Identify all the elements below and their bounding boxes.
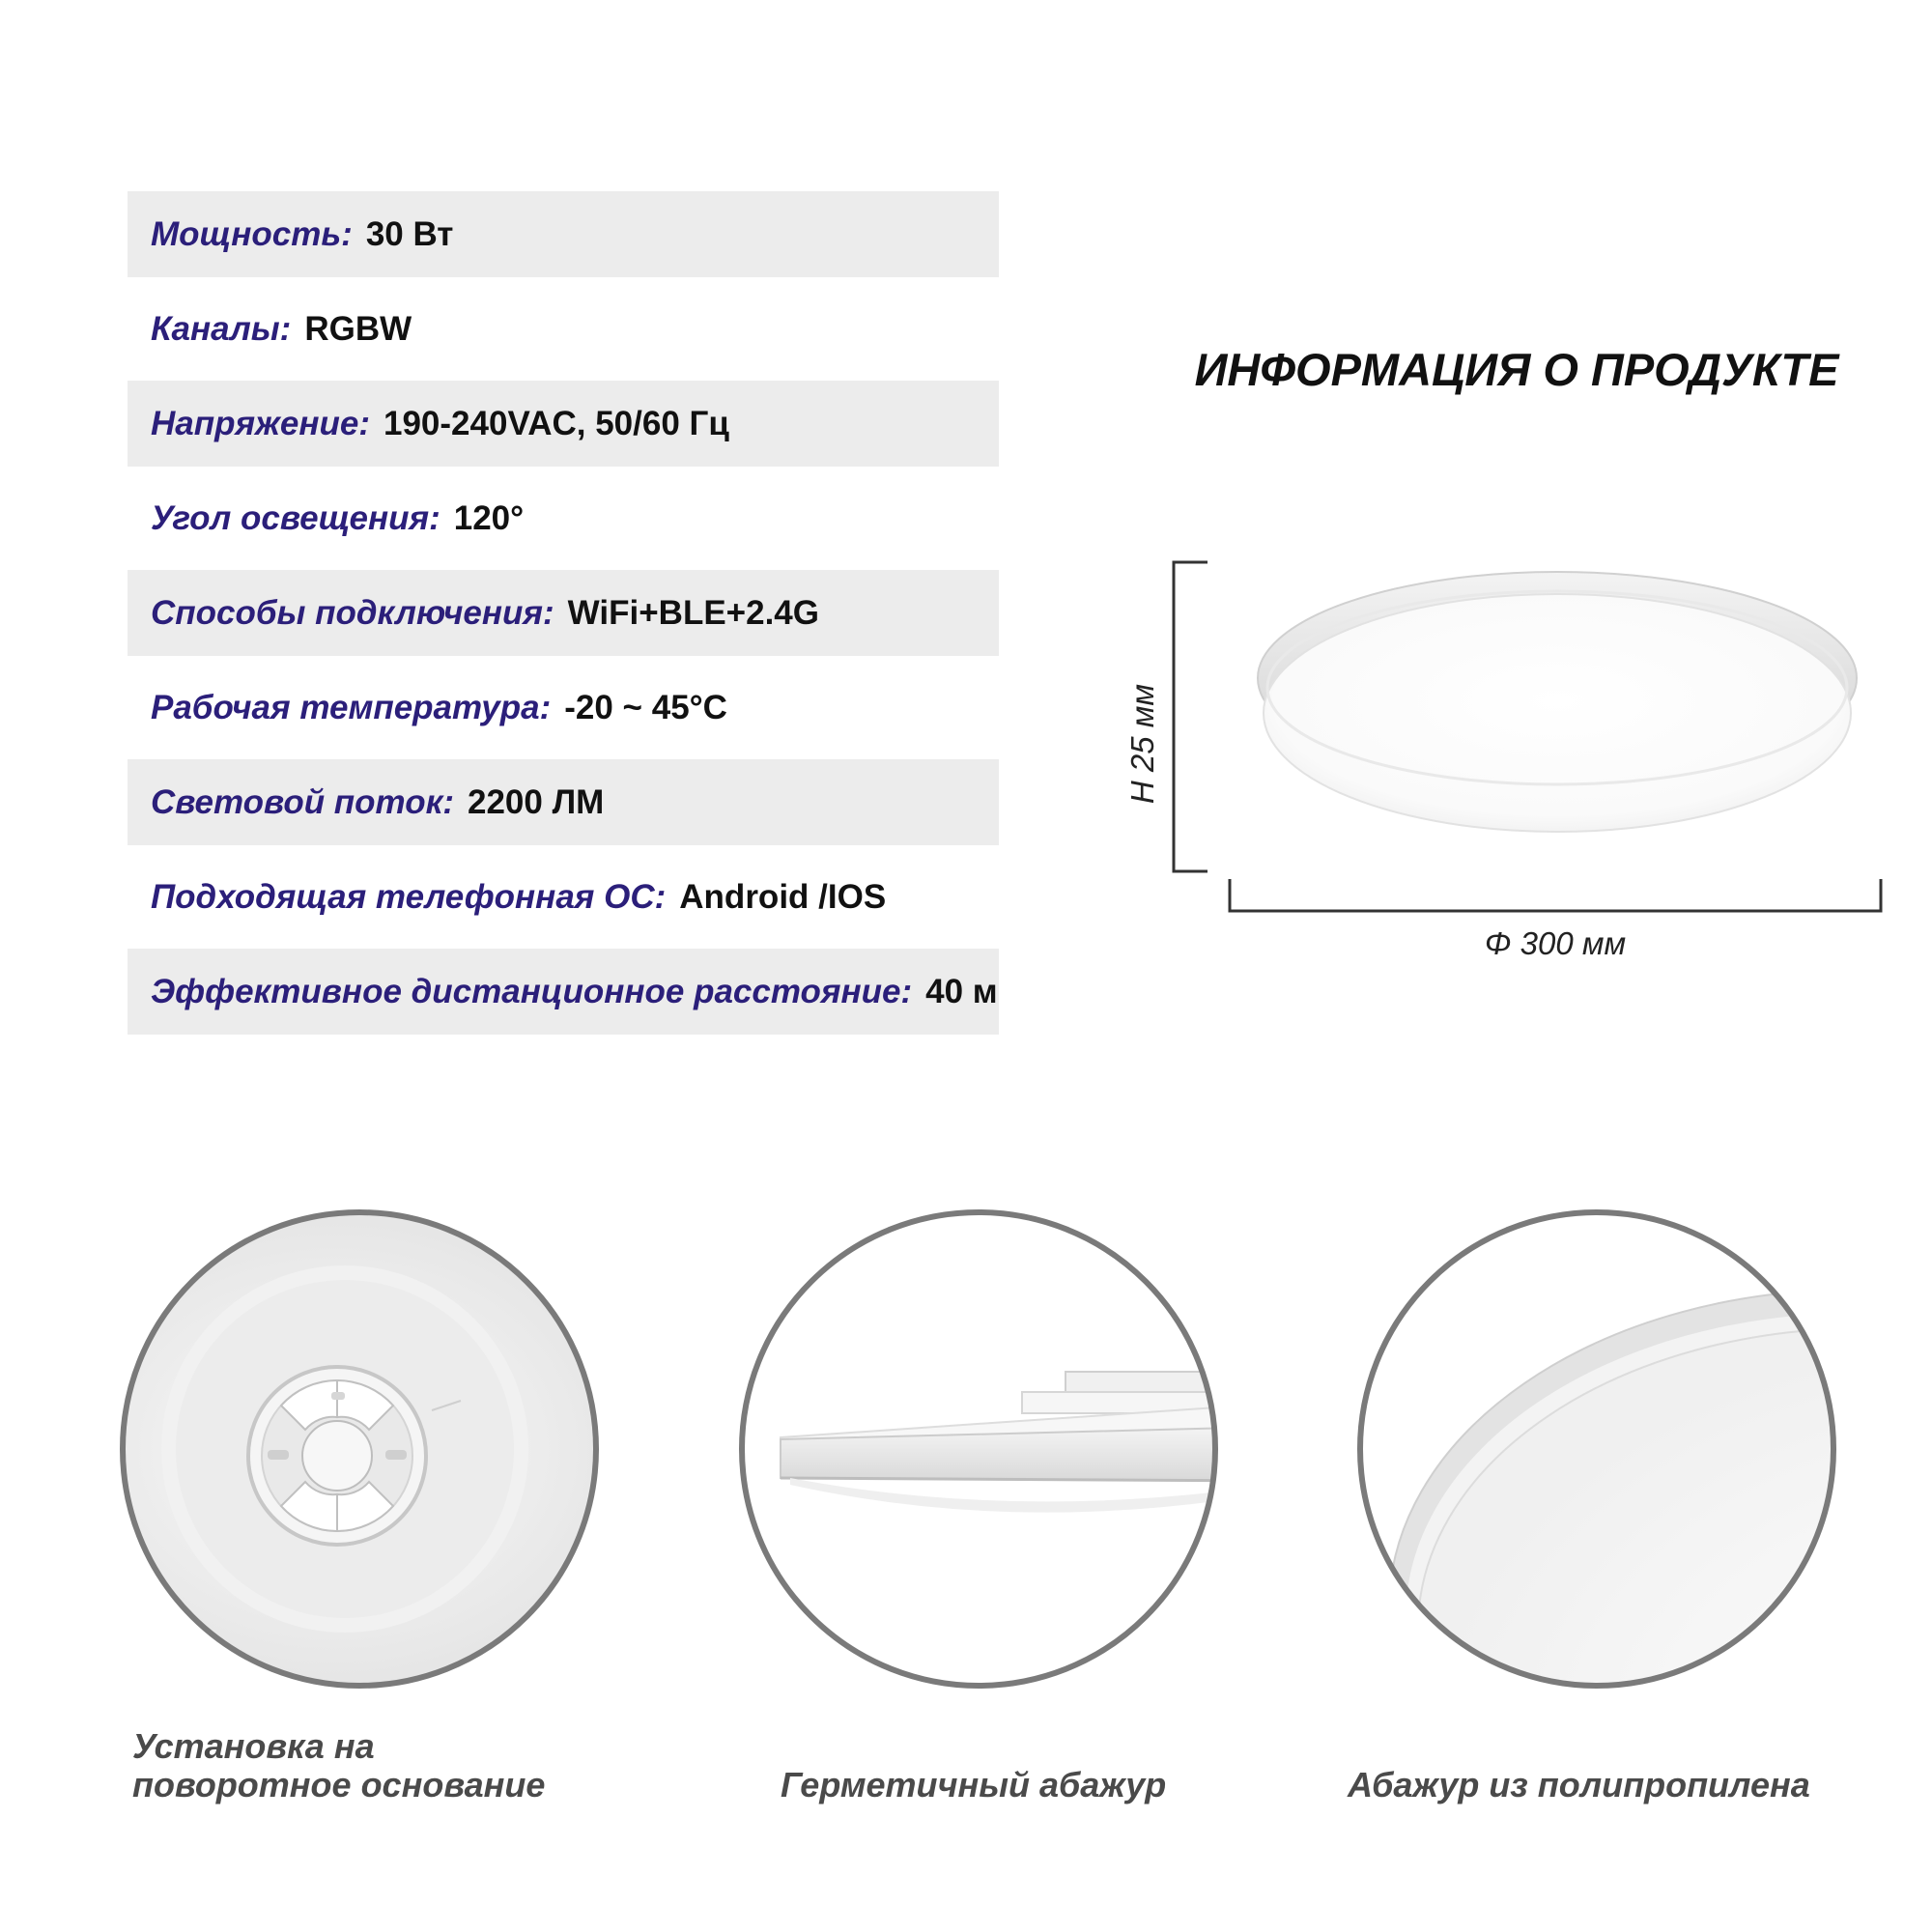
rotating-mount-image — [113, 1203, 606, 1695]
spec-value: RGBW — [304, 309, 412, 348]
spec-value: 40 м — [925, 972, 998, 1010]
spec-row-remote-range — [128, 949, 999, 1035]
spec-value: 30 Вт — [365, 214, 454, 253]
lamp-dimension-drawing — [1111, 541, 1903, 985]
spec-label: Подходящая телефонная ОС: — [151, 877, 667, 916]
spec-row-temperature — [128, 665, 999, 751]
caption-polypropylene-shade — [1348, 1766, 1810, 1804]
caption-line: Абажур из полипропилена — [1348, 1765, 1810, 1804]
spec-value: Android /IOS — [679, 877, 887, 916]
spec-row-connectivity — [128, 570, 999, 656]
diameter-bracket — [1230, 879, 1881, 911]
caption-line: Установка на — [132, 1726, 375, 1766]
detail-sealed-shade — [732, 1203, 1225, 1695]
spec-row-voltage — [128, 381, 999, 467]
spec-label: Угол освещения: — [151, 498, 440, 537]
spec-value: -20 ~ 45°C — [564, 688, 727, 726]
caption-line: Герметичный абажур — [781, 1765, 1167, 1804]
spec-value: 190-240VAC, 50/60 Гц — [384, 404, 729, 442]
spec-label: Способы подключения: — [151, 593, 554, 632]
sealed-shade-image — [732, 1203, 1225, 1695]
spec-row-luminous-flux — [128, 759, 999, 845]
spec-value: WiFi+BLE+2.4G — [567, 593, 819, 632]
spec-label: Рабочая температура: — [151, 688, 552, 726]
caption-sealed-shade — [781, 1766, 1166, 1804]
lamp-shade — [1264, 594, 1851, 832]
spec-label: Эффективное дистанционное расстояние: — [151, 972, 913, 1010]
spec-label: Напряжение: — [151, 404, 370, 442]
detail-polypropylene-shade — [1350, 1203, 1843, 1695]
height-bracket — [1174, 562, 1208, 871]
spec-list — [128, 191, 999, 1043]
height-label: H 25 мм — [1124, 683, 1160, 805]
spec-row-beam-angle — [128, 475, 999, 561]
spec-label: Каналы: — [151, 309, 292, 348]
spec-row-power — [128, 191, 999, 277]
caption-rotating-mount — [132, 1727, 545, 1804]
spec-row-channels — [128, 286, 999, 372]
spec-value: 120° — [453, 498, 525, 537]
caption-line: поворотное основание — [132, 1765, 546, 1804]
spec-value: 2200 ЛМ — [468, 782, 605, 821]
spec-label: Световой поток: — [151, 782, 454, 821]
detail-rotating-mount — [113, 1203, 606, 1695]
polypropylene-shade-image — [1350, 1203, 1843, 1695]
product-info-title: ИНФОРМАЦИЯ О ПРОДУКТЕ — [1194, 344, 1839, 395]
spec-label: Мощность: — [151, 214, 353, 253]
spec-row-phone-os — [128, 854, 999, 940]
diameter-label: Φ 300 мм — [1484, 925, 1627, 961]
